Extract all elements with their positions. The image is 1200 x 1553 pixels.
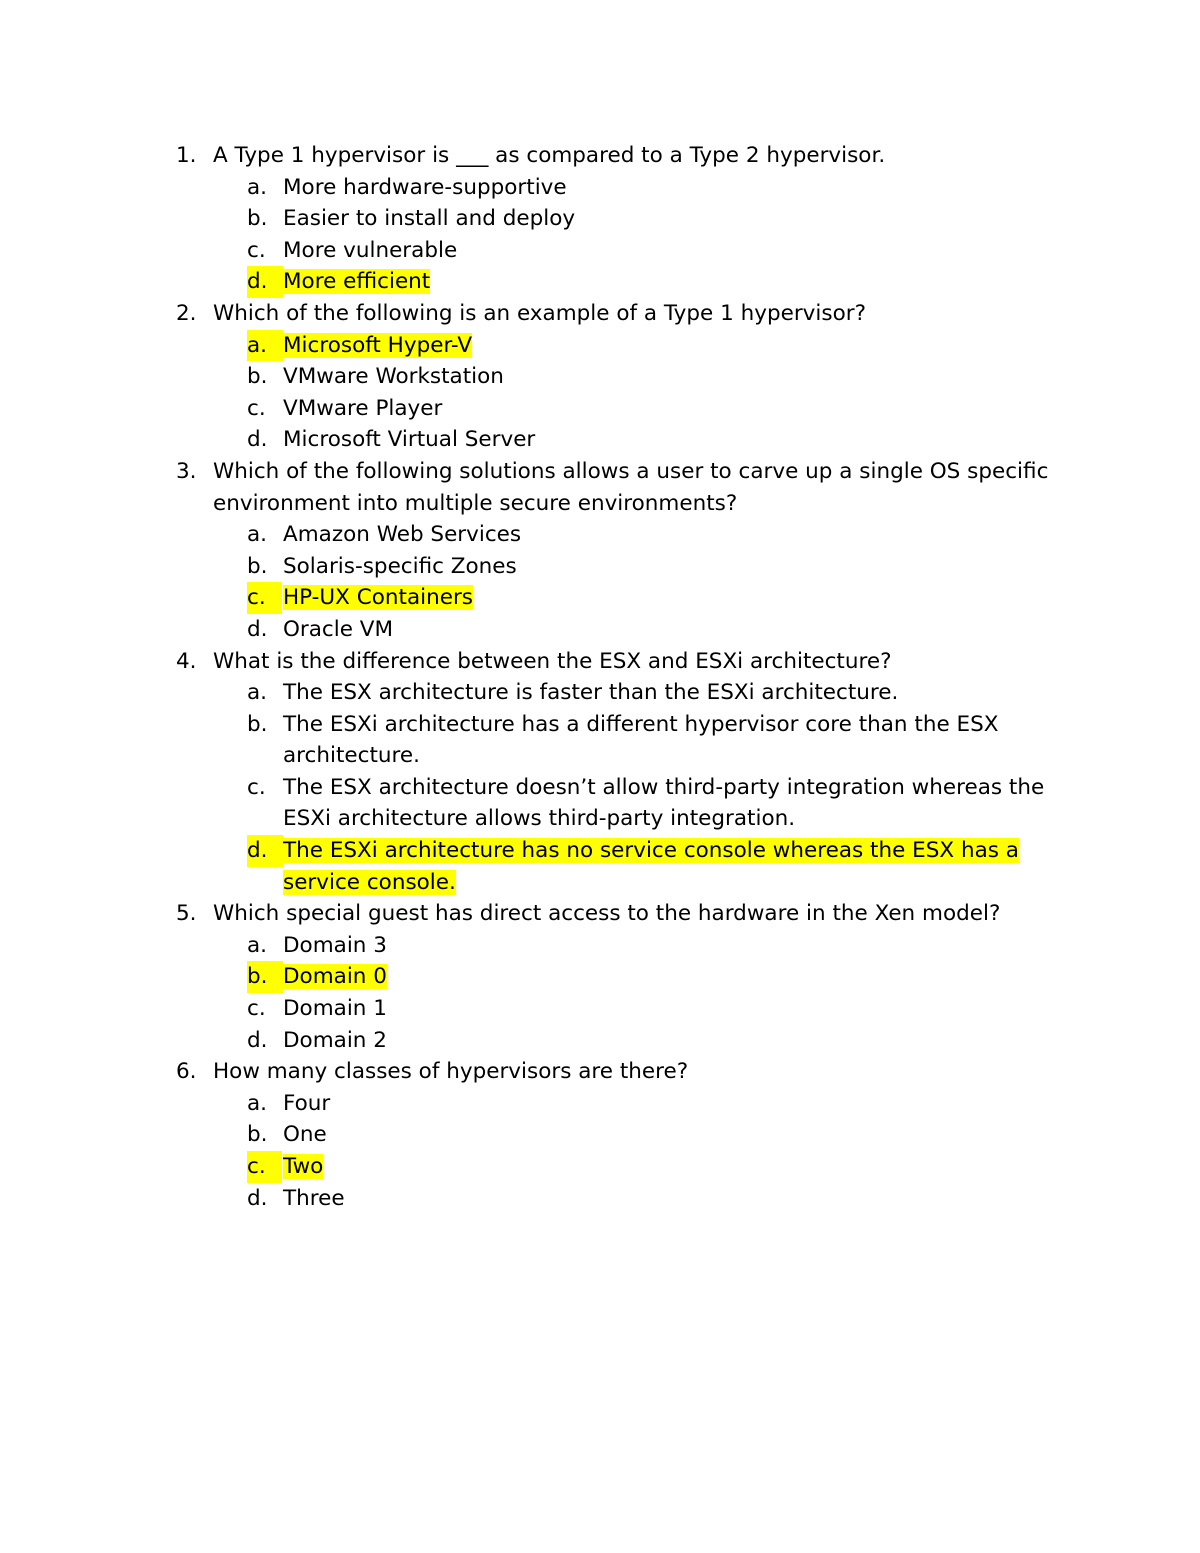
answer-letter: b. (247, 961, 283, 993)
answer-list (213, 1088, 1056, 1214)
answer-option (176, 1088, 1056, 1120)
answer-text: More efficient (283, 269, 431, 295)
answer-option (176, 203, 1056, 235)
answer-option (176, 677, 1056, 709)
question-text: Which of the following is an example of a Type 1 hypervisor? (213, 300, 866, 326)
answer-letter: d. (247, 1185, 268, 1211)
answer-option (176, 519, 1056, 551)
answer-option (176, 551, 1056, 583)
answer-option (176, 172, 1056, 204)
answer-list (213, 519, 1056, 645)
answer-text: Easier to install and deploy (283, 206, 576, 232)
question-number: 5. (176, 901, 197, 927)
answer-option (176, 582, 1056, 614)
answer-option (176, 835, 1056, 898)
answer-text: Domain 1 (283, 996, 387, 1022)
answer-text: The ESXi architecture has a different hypervisor core than the ESX architecture. (283, 711, 999, 769)
question-text: What is the difference between the ESX and ESXi architecture? (213, 648, 892, 674)
answer-letter: c. (247, 582, 282, 614)
answer-text: Two (283, 1154, 324, 1179)
question-6 (176, 1056, 1056, 1214)
answer-text: The ESX architecture doesn’t allow third-party integration whereas the ESXi architecture allows third-party integration. (283, 774, 1045, 832)
question-3 (176, 456, 1056, 646)
answer-text: More hardware-supportive (283, 174, 567, 200)
answer-text: The ESX architecture is faster than the ESXi architecture. (283, 680, 899, 706)
question-text: Which special guest has direct access to the hardware in the Xen model? (213, 901, 1001, 927)
answer-text: More vulnerable (283, 237, 458, 263)
answer-option (176, 614, 1056, 646)
answer-letter: d. (247, 1027, 268, 1053)
question-5 (176, 898, 1056, 1056)
question-number: 1. (176, 143, 197, 168)
answer-text: Domain 3 (283, 932, 387, 958)
answer-text: Amazon Web Services (283, 522, 522, 548)
answer-letter: a. (247, 330, 283, 362)
answer-list (213, 172, 1056, 298)
question-number: 3. (176, 458, 197, 484)
answer-option (176, 266, 1056, 298)
answer-option (176, 1183, 1056, 1215)
answer-option (176, 424, 1056, 456)
quiz-list (176, 140, 1056, 1214)
answer-letter: c. (247, 395, 266, 421)
question-number: 2. (176, 300, 197, 326)
answer-letter: c. (247, 996, 266, 1022)
question-number: 4. (176, 648, 197, 674)
answer-text: Four (283, 1090, 331, 1116)
answer-list (213, 677, 1056, 898)
question-text: Which of the following solutions allows a user to carve up a single OS specific environment into multiple secure environments? (213, 458, 1049, 516)
answer-letter: b. (247, 553, 268, 579)
answer-text: VMware Player (283, 395, 443, 421)
answer-text: One (283, 1122, 327, 1148)
question-text: A Type 1 hypervisor is ___ as compared to a Type 2 hypervisor. (213, 143, 886, 168)
answer-text: Oracle VM (283, 616, 394, 642)
answer-letter: a. (247, 1090, 268, 1116)
answer-text: HP-UX Containers (283, 585, 473, 611)
answer-text: Solaris-specific Zones (283, 553, 517, 579)
question-1 (176, 140, 1056, 298)
answer-text: Domain 2 (283, 1027, 387, 1053)
answer-option (176, 961, 1056, 993)
answer-option (176, 330, 1056, 362)
answer-letter: c. (247, 774, 266, 800)
answer-option (176, 772, 1056, 835)
answer-letter: d. (247, 835, 283, 867)
answer-letter: b. (247, 206, 268, 232)
answer-letter: d. (247, 616, 268, 642)
question-4 (176, 646, 1056, 899)
question-2 (176, 298, 1056, 456)
answer-text: Domain 0 (283, 964, 387, 990)
answer-letter: a. (247, 174, 268, 200)
question-text: How many classes of hypervisors are there? (213, 1059, 689, 1085)
answer-letter: a. (247, 680, 268, 706)
answer-option (176, 1151, 1056, 1183)
answer-letter: b. (247, 364, 268, 390)
answer-letter: a. (247, 932, 268, 958)
answer-list (213, 330, 1056, 456)
answer-letter: d. (247, 266, 283, 298)
question-number: 6. (176, 1059, 197, 1085)
answer-option (176, 1025, 1056, 1057)
answer-option (176, 993, 1056, 1025)
answer-text: VMware Workstation (283, 364, 504, 390)
answer-text: Microsoft Hyper-V (283, 332, 473, 358)
answer-text: Three (283, 1185, 345, 1211)
answer-letter: b. (247, 711, 268, 737)
answer-option (176, 709, 1056, 772)
answer-letter: c. (247, 1151, 282, 1183)
answer-option (176, 1119, 1056, 1151)
answer-list (213, 930, 1056, 1056)
answer-text: Microsoft Virtual Server (283, 427, 536, 453)
answer-letter: a. (247, 522, 268, 548)
answer-letter: c. (247, 237, 266, 263)
answer-option (176, 930, 1056, 962)
answer-option (176, 393, 1056, 425)
answer-option (176, 235, 1056, 267)
answer-letter: d. (247, 427, 268, 453)
answer-letter: b. (247, 1122, 268, 1148)
answer-option (176, 361, 1056, 393)
answer-text: The ESXi architecture has no service console whereas the ESX has a service console. (283, 838, 1019, 895)
